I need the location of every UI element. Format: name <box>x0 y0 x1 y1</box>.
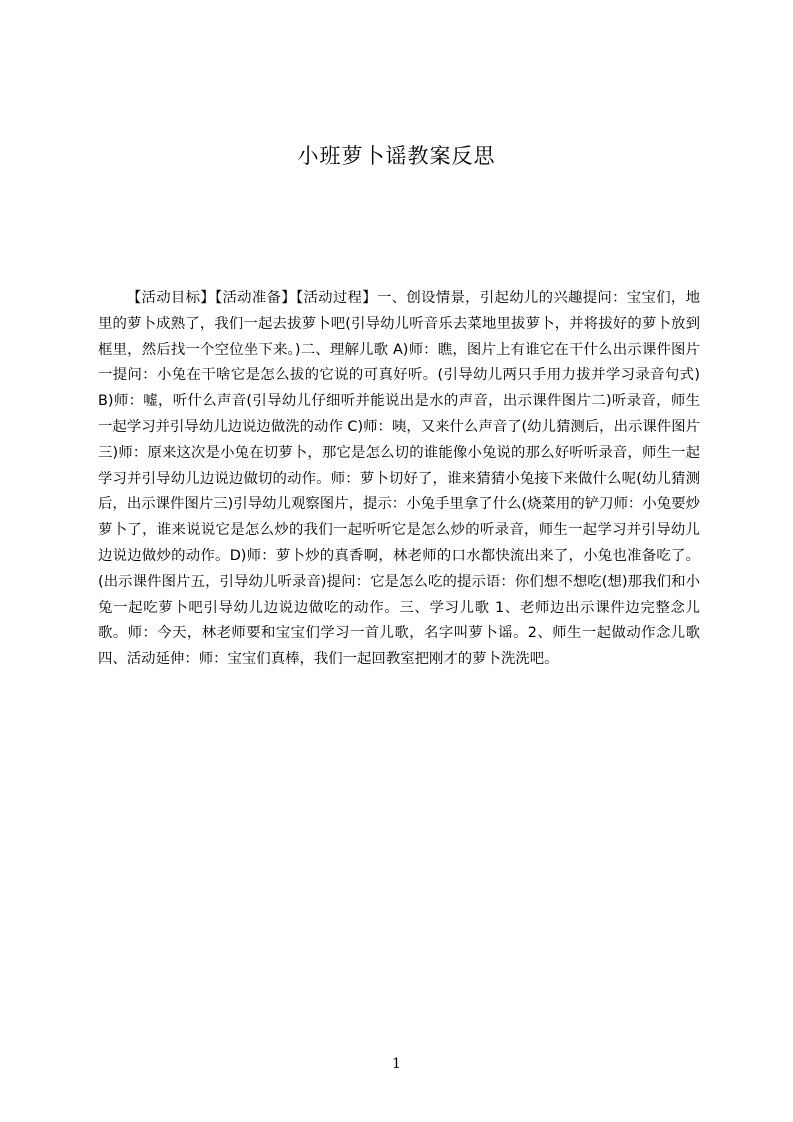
document-body-paragraph: 【活动目标】【活动准备】【活动过程】一、创设情景，引起幼儿的兴趣提问：宝宝们，地里的萝卜成熟了，我们一起去拔萝卜吧(引导幼儿听音乐去菜地里拔萝卜，并将拔好的萝卜放到框里，然后找一个空位坐下来。)二、理解儿歌 A)师：瞧，图片上有谁它在干什么出示课件图片一提问：小兔在干啥它是怎么拔的它说的可真好听。(引导幼儿两只手用力拔并学习录音句式)B)师：嘘，听什么声音(引导幼儿仔细听并能说出是水的声音，出示课件图片二)听录音，师生一起学习并引导幼儿边说边做洗的动作 C)师：咦，又来什么声音了(幼儿猜测后，出示课件图片三)师：原来这次是小兔在切萝卜，那它是怎么切的谁能像小兔说的那么好听听录音，师生一起学习并引导幼儿边说边做切的动作。师：萝卜切好了，谁来猜猜小兔接下来做什么呢(幼儿猜测后，出示课件图片三)引导幼儿观察图片，提示：小兔手里拿了什么(烧菜用的铲刀师：小兔要炒萝卜了，谁来说说它是怎么炒的我们一起听听它是怎么炒的听录音，师生一起学习并引导幼儿边说边做炒的动作。D)师：萝卜炒的真香啊，林老师的口水都快流出来了，小兔也准备吃了。(出示课件图片五，引导幼儿听录音)提问：它是怎么吃的提示语：你们想不想吃(想)那我们和小兔一起吃萝卜吧引导幼儿边说边做吃的动作。三、学习儿歌 1、老师边出示课件边完整念儿歌。师：今天，林老师要和宝宝们学习一首儿歌，名字叫萝卜谣。2、师生一起做动作念儿歌四、活动延伸：师：宝宝们真棒，我们一起回教室把刚才的萝卜洗洗吧。 <box>98 290 700 668</box>
document-title: 小班萝卜谣教案反思 <box>297 144 496 168</box>
page-number: 1 <box>392 1056 401 1072</box>
